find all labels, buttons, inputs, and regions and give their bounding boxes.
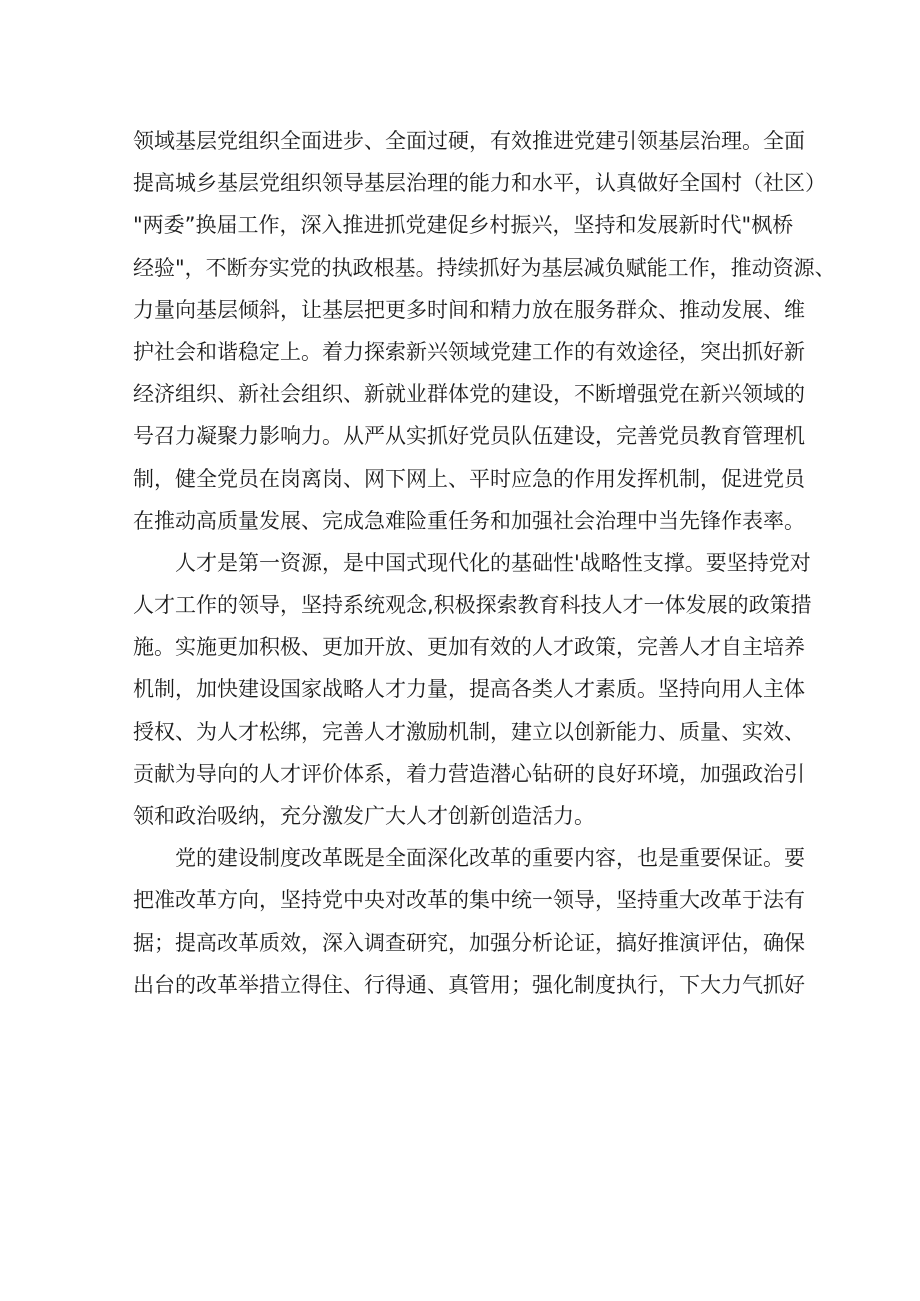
text-line: 领和政治吸纳，充分激发广大人才创新创造活力。 bbox=[133, 804, 595, 828]
text-line: 贡献为导向的人才评价体系，着力营造潜心钻研的良好环境，加强政治引 bbox=[133, 761, 805, 786]
text-line: 人才工作的领导，坚持系统观念,积极探索教育科技人才一体发展的政策措 bbox=[133, 593, 812, 618]
paragraph-2 bbox=[133, 542, 812, 837]
text-line: 号召力凝聚力影响力。从严从实抓好党员队伍建设，完善党员教育管理机 bbox=[133, 424, 805, 449]
text-line: 施。实施更加积极、更加开放、更加有效的人才政策，完善人才自主培养 bbox=[133, 635, 805, 660]
text-line: 经济组织、新社会组织、新就业群体党的建设，不断增强党在新兴领域的 bbox=[133, 382, 805, 407]
text-line: 经验"，不断夯实党的执政根基。持续抓好为基层减负赋能工作，推动资源、 bbox=[133, 255, 836, 280]
paragraph-1 bbox=[133, 120, 836, 542]
body-text bbox=[133, 120, 836, 1006]
text-line: 提高城乡基层党组织领导基层治理的能力和水平，认真做好全国村（社区） bbox=[133, 171, 826, 196]
text-line: 把准改革方向，坚持党中央对改革的集中统一领导，坚持重大改革于法有 bbox=[133, 888, 805, 913]
text-line: 机制，加快建设国家战略人才力量，提高各类人才素质。坚持向用人主体 bbox=[133, 677, 805, 702]
text-line: 党的建设制度改革既是全面深化改革的重要内容，也是重要保证。要 bbox=[175, 846, 805, 871]
text-line: "两委”换届工作，深入推进抓党建促乡村振兴，坚持和发展新时代"枫桥 bbox=[133, 213, 794, 238]
text-line: 人才是第一资源，是中国式现代化的基础性'战略性支撑。要坚持党对 bbox=[175, 550, 811, 575]
text-line: 在推动高质量发展、完成急难险重任务和加强社会治理中当先锋作表率。 bbox=[133, 508, 805, 533]
text-line: 授权、为人才松绑，完善人才激励机制，建立以创新能力、质量、实效、 bbox=[133, 719, 805, 744]
paragraph-3 bbox=[133, 837, 805, 1006]
text-line: 据；提高改革质效，深入调查研究，加强分析论证，搞好推演评估，确保 bbox=[133, 930, 805, 955]
text-line: 制，健全党员在岗离岗、网下网上、平时应急的作用发挥机制，促进党员 bbox=[133, 466, 805, 491]
text-line: 出台的改革举措立得住、行得通、真管用；强化制度执行，下大力气抓好 bbox=[133, 972, 805, 997]
text-line: 护社会和谐稳定上。着力探索新兴领域党建工作的有效途径，突出抓好新 bbox=[133, 339, 805, 364]
text-line: 力量向基层倾斜，让基层把更多时间和精力放在服务群众、推动发展、维 bbox=[133, 297, 805, 322]
text-line: 领域基层党组织全面进步、全面过硬，有效推进党建引领基层治理。全面 bbox=[133, 129, 805, 153]
